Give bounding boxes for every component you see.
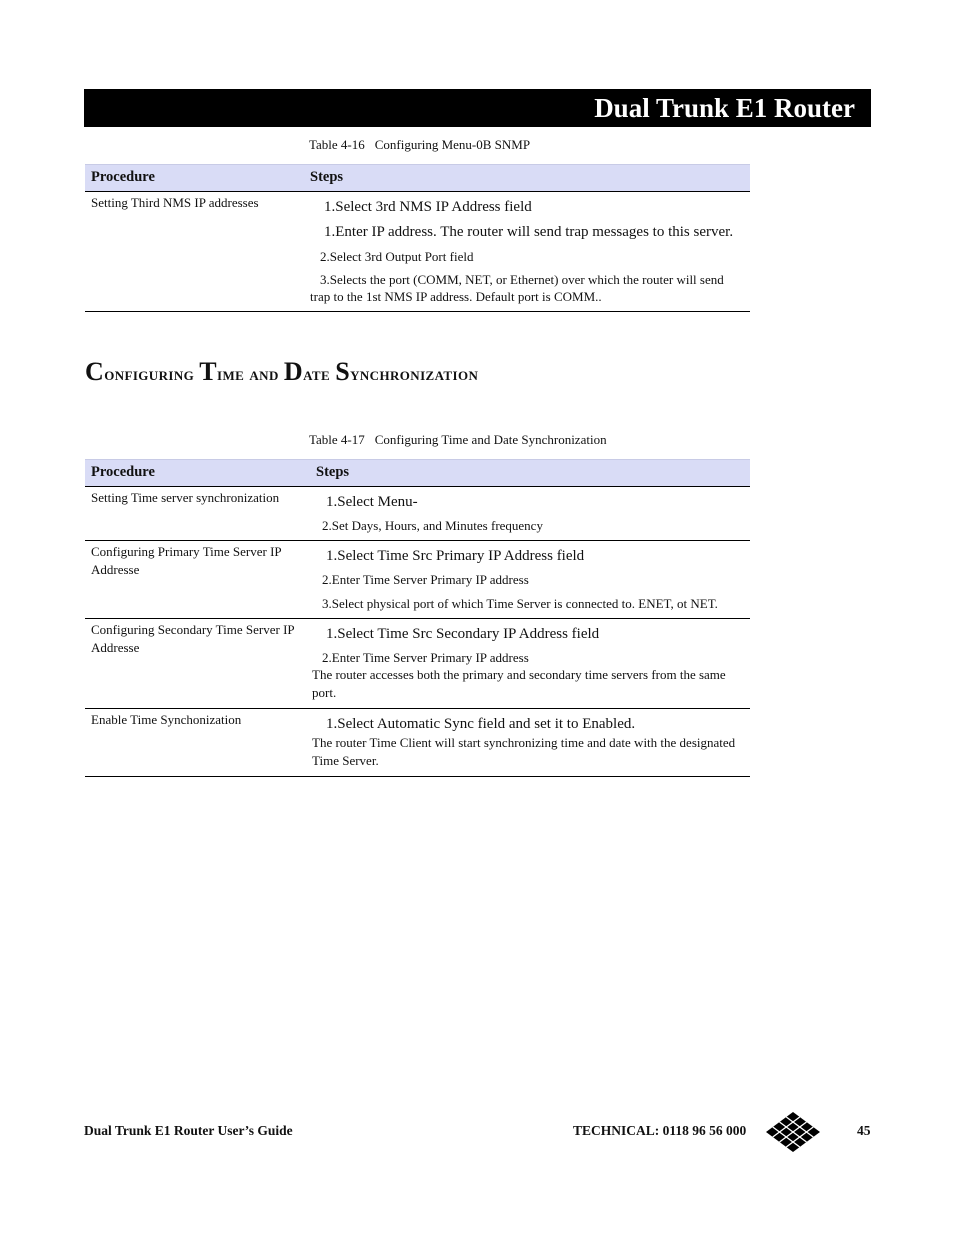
procedure-cell: Setting Third NMS IP addresses <box>85 192 304 312</box>
steps-cell <box>310 541 750 619</box>
step-item: 2.Enter Time Server Primary IP address <box>322 650 529 665</box>
table-caption-text: Configuring Time and Date Synchronization <box>374 432 607 447</box>
step-item: 1.Select Automatic Sync field and set it to Enabled. <box>326 716 636 732</box>
header-bar <box>84 89 871 127</box>
table-caption <box>309 137 530 153</box>
steps-cell <box>310 487 750 541</box>
column-header-procedure: Procedure <box>85 460 310 487</box>
column-header-steps: Steps <box>310 460 750 487</box>
step-note: The router Time Client will start synchronizing time and date with the designated Time Server. <box>312 735 736 768</box>
steps-cell <box>310 709 750 777</box>
procedure-cell: Enable Time Synchonization <box>85 709 310 777</box>
snmp-table <box>85 164 750 312</box>
table-caption-number: Table 4-16 <box>309 137 365 152</box>
step-item: 1.Enter IP address. The router will send trap messages to this server. <box>324 224 734 240</box>
procedure-cell: Configuring Secondary Time Server IP Addresse <box>85 619 310 709</box>
footer-guide-title: Dual Trunk E1 Router User’s Guide <box>84 1123 293 1138</box>
table-row <box>85 619 750 709</box>
table-caption-number: Table 4-17 <box>309 432 365 447</box>
table-row <box>85 192 750 312</box>
step-item: 2.Set Days, Hours, and Minutes frequency <box>322 518 543 533</box>
steps-cell <box>304 192 750 312</box>
time-sync-table <box>85 459 750 777</box>
footer-technical-phone: TECHNICAL: 0118 96 56 000 <box>573 1123 747 1138</box>
step-item: 2.Enter Time Server Primary IP address <box>322 572 529 587</box>
section-heading: Configuring Time and Date Synchronization <box>85 357 479 386</box>
table-row <box>85 709 750 777</box>
column-header-procedure: Procedure <box>85 165 304 192</box>
steps-cell <box>310 619 750 709</box>
diamond-logo-icon <box>765 1111 821 1153</box>
step-item: 1.Select Time Src Primary IP Address field <box>326 548 585 564</box>
procedure-cell: Setting Time server synchronization <box>85 487 310 541</box>
step-item: 2.Select 3rd Output Port field <box>320 249 474 264</box>
table-caption-text: Configuring Menu-0B SNMP <box>374 137 531 152</box>
table-header-row <box>85 460 750 487</box>
page-number: 45 <box>857 1123 871 1138</box>
step-item: 1.Select Menu- <box>326 494 418 510</box>
page-header-title: Dual Trunk E1 Router <box>594 93 855 123</box>
step-item: 3.Selects the port (COMM, NET, or Ethernet) over which the router will send trap to the 1st NMS IP address. Default port is COMM.. <box>310 272 724 304</box>
step-note: The router accesses both the primary and secondary time servers from the same port. <box>312 667 726 700</box>
table-row <box>85 541 750 619</box>
procedure-cell: Configuring Primary Time Server IP Addresse <box>85 541 310 619</box>
table-caption <box>309 432 607 448</box>
column-header-steps: Steps <box>304 165 750 192</box>
step-item: 1.Select Time Src Secondary IP Address field <box>326 626 600 642</box>
table-header-row <box>85 165 750 192</box>
step-item: 1.Select 3rd NMS IP Address field <box>324 199 532 215</box>
step-item: 3.Select physical port of which Time Server is connected to. ENET, ot NET. <box>322 596 718 611</box>
table-row <box>85 487 750 541</box>
